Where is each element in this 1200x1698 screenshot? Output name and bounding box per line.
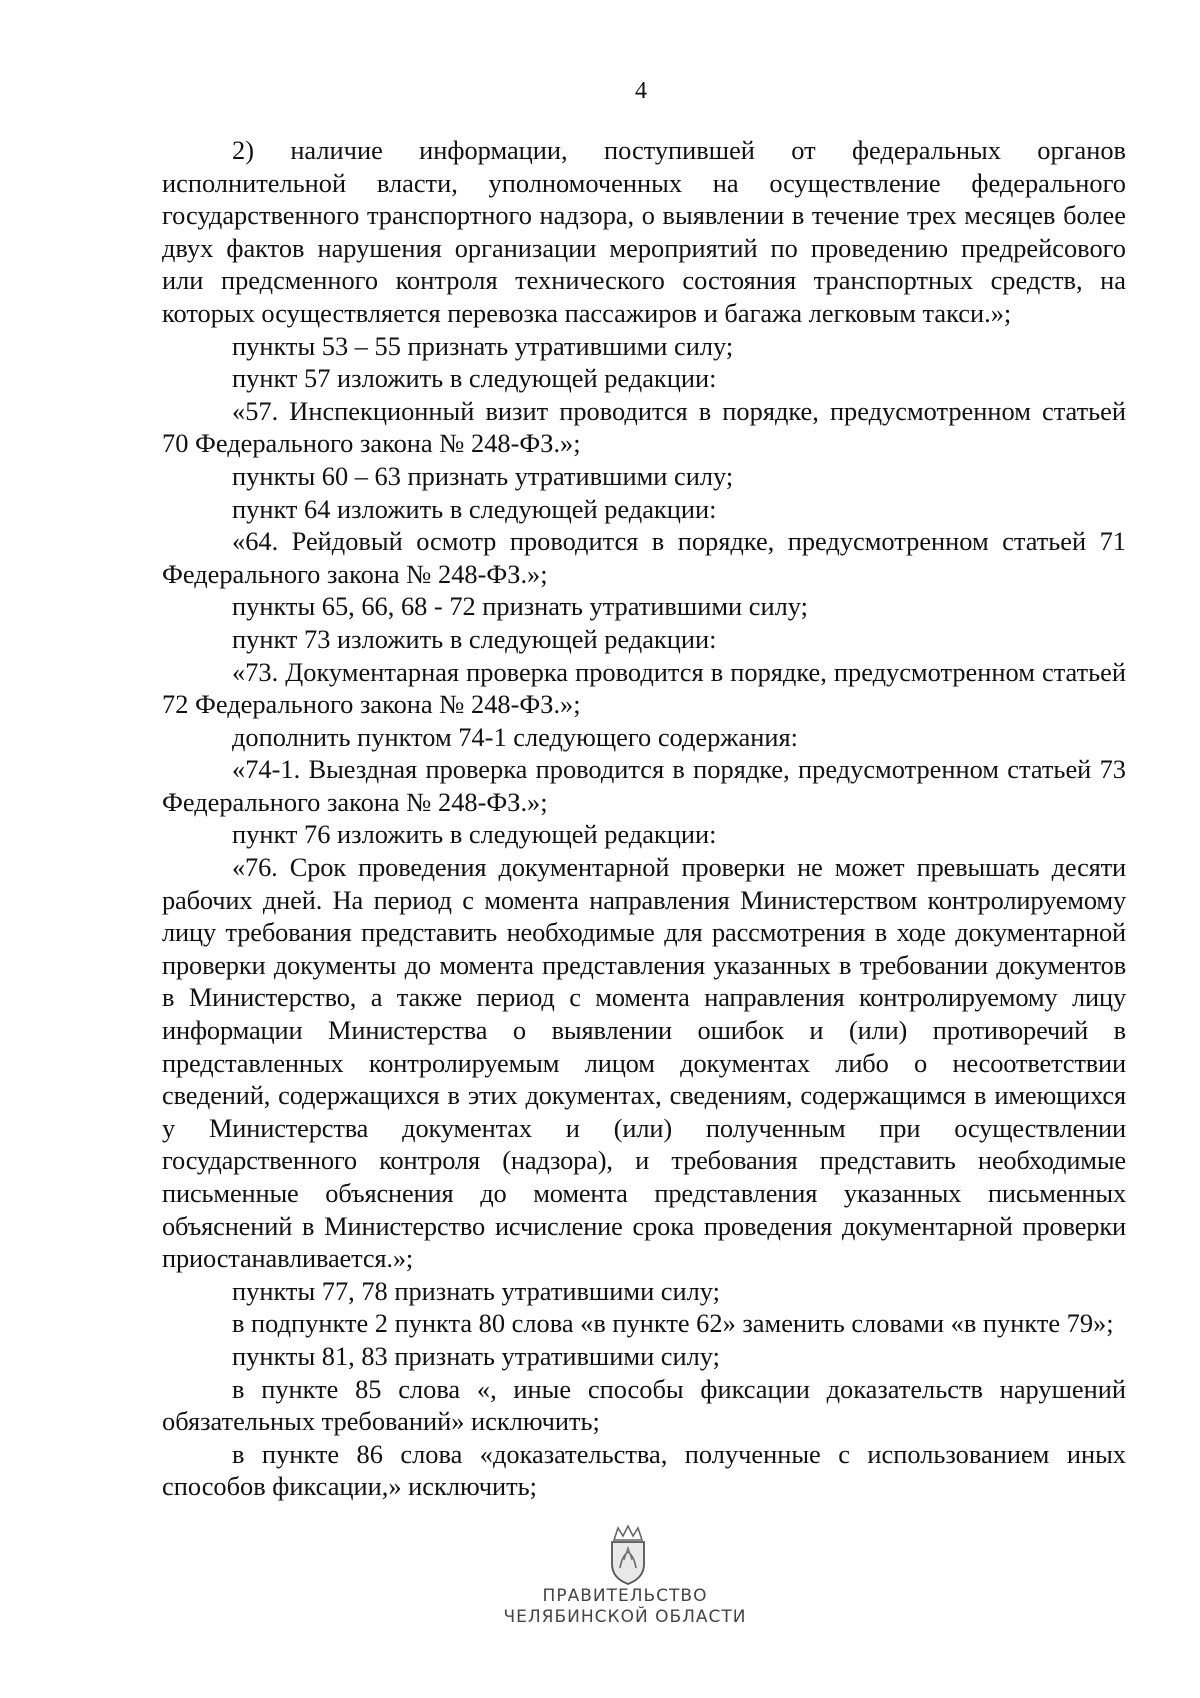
paragraph: «76. Срок проведения документарной проверки не может превышать десяти рабочих дней. На период с момента направления Министерством контролируемому лицу требования представить необходимые для рассмотрения в ходе документарной проверки документы до момента представления указанных в требовании документов в Министерство, а также период с момента направления контролируемому лицу информации Министерства о выявлении ошибок и (или) противоречий в представленных контролируемым лицом документах либо о несоответствии сведений, содержащихся в этих документах, сведениям, содержащимся в имеющихся у Министерства документах и (или) полученным при осуществлении государственного контроля (надзора), и требования представить необходимые письменные объяснения до момента представления указанных письменных объяснений в Министерство исчисление срока проведения документарной проверки приостанавливается.»;: [162, 852, 1126, 1274]
paragraph: пункты 77, 78 признать утратившими силу;: [232, 1275, 720, 1306]
document-body: [162, 134, 1126, 1503]
paragraph: «74-1. Выездная проверка проводится в порядке, предусмотренном статьей 73 Федерального закона № 248-ФЗ.»;: [162, 754, 1126, 817]
stamp-org-line: ПРАВИТЕЛЬСТВО: [542, 1586, 708, 1606]
page-number: 4: [635, 78, 647, 104]
paragraph: пункты 81, 83 признать утратившими силу;: [232, 1340, 720, 1371]
paragraph: пункты 60 – 63 признать утратившими силу;: [232, 460, 734, 491]
paragraph: «73. Документарная проверка проводится в порядке, предусмотренном статьей 72 Федерального закона № 248-ФЗ.»;: [162, 656, 1126, 720]
paragraph: «64. Рейдовый осмотр проводится в порядке, предусмотренном статьей 71 Федерального закона № 248-ФЗ.»;: [162, 526, 1126, 589]
paragraph: пункт 76 изложить в следующей редакции:: [232, 819, 717, 850]
paragraph: в пункте 85 слова «, иные способы фиксации доказательств нарушений обязательных требований» исключить;: [162, 1373, 1126, 1437]
stamp-org-line: ЧЕЛЯБИНСКОЙ ОБЛАСТИ: [503, 1607, 747, 1627]
paragraph: «57. Инспекционный визит проводится в порядке, предусмотренном статьей 70 Федерального закона № 248-ФЗ.»;: [162, 395, 1126, 459]
paragraph: пункт 57 изложить в следующей редакции:: [232, 363, 717, 394]
regional-coat-of-arms-icon: [604, 1522, 652, 1586]
paragraph: пункт 64 изложить в следующей редакции:: [232, 493, 717, 524]
paragraph: пункты 65, 66, 68 - 72 признать утратившими силу;: [232, 591, 808, 622]
paragraph: в подпункте 2 пункта 80 слова «в пункте 62» заменить словами «в пункте 79»;: [232, 1308, 1114, 1339]
paragraph: пункт 73 изложить в следующей редакции:: [232, 623, 717, 654]
paragraph: 2) наличие информации, поступившей от федеральных органов исполнительной власти, уполномоченных на осуществление федерального государственного транспортного надзора, о выявлении в течение трех месяцев более двух фактов нарушения организации мероприятий по проведению предрейсового или предсменного контроля технического состояния транспортных средств, на которых осуществляется перевозка пассажиров и багажа легковым такси.»;: [162, 135, 1126, 328]
paragraph: в пункте 86 слова «доказательства, полученные с использованием иных способов фиксации,» исключить;: [162, 1438, 1126, 1502]
paragraph: дополнить пунктом 74-1 следующего содержания:: [232, 721, 798, 752]
paragraph: пункты 53 – 55 признать утратившими силу;: [232, 330, 734, 361]
